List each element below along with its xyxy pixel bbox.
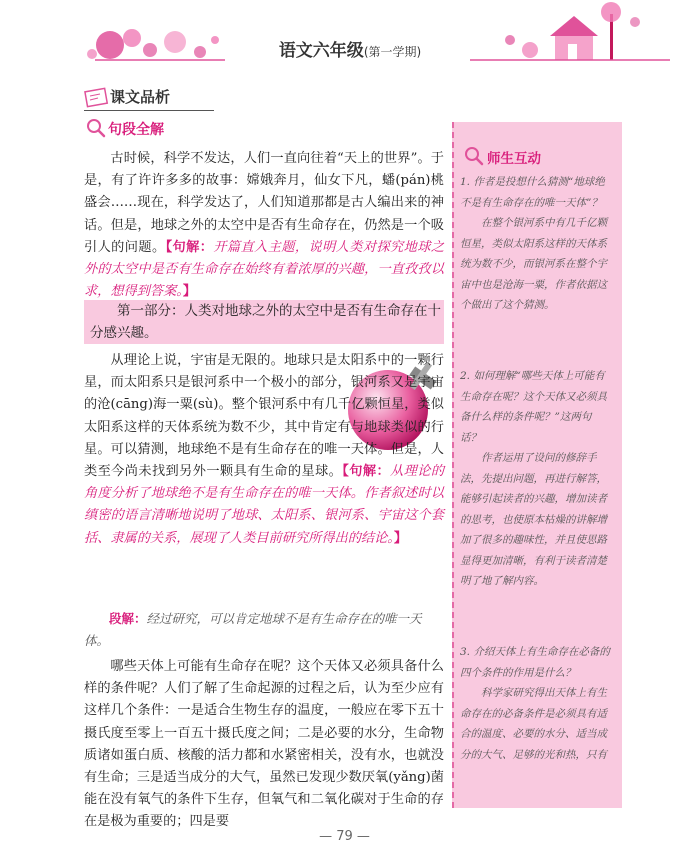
magnifier-icon: [86, 118, 106, 138]
paragraph-2-text: 从理论上说，宇宙是无限的。地球只是太阳系中的一颗行星，而太阳系只是银河系中一个极小的部分，银河系又是宇宙的沧(cāng)海一粟(sù)。整个银河系中有几千亿颗恒星，类似太阳系这样的天体系统为数不少，其中肯定有与地球类似的行星。可以猜测，地球绝不是有生命存在的唯一天体。但是，人类至今尚未找到另外一颗具有生命的星球。: [84, 353, 444, 480]
decorative-flowers-left-icon: [0, 0, 230, 75]
note-card-icon: [84, 86, 110, 108]
page-number: — 79 —: [319, 829, 370, 844]
main-heading: 句段全解: [108, 122, 164, 138]
page-header: [0, 0, 689, 78]
section-label: 课文品析: [110, 88, 171, 106]
paragraph-analysis: 段解：经过研究，可以肯定地球不是有生命存在的唯一天体。: [84, 611, 422, 648]
magnifier-icon: [464, 146, 484, 166]
paragraph-1-text: 古时候，科学不发达，人们一直向往着“天上的世界”。于是，有了许许多多的故事：嫦娥奔月，仙女下凡，蟠(pán)桃盛会……现在，科学发达了，人们知道那都是古人编出来的神话。但是，地球之外的太空中是否有生命存在，仍然是一个吸引人的问题。: [84, 151, 444, 255]
sidebar-question-3: 3. 介绍天体上有生命存在必备的四个条件的作用是什么？ 科学家研究得出天体上有生命存在的必备条件是必须具有适合的温度、必要的水分、适当成分的大气、足够的光和热，只有: [460, 646, 610, 761]
paragraph-3-text: 哪些天体上可能有生命存在呢？这个天体又必须具备什么样的条件呢？人们了解了生命起源的过程之后，认为至少应有这样几个条件：一是适合生物生存的温度，一般应在零下五十摄氏度至零上一百五十摄氏度之间；二是必要的水分，生命物质诸如蛋白质、核酸的活力都和水紧密相关，没有水，也就没有生命；三是适当成分的大气，虽然已发现少数厌氧(yǎng)菌能在没有氧气的条件下生存，但氧气和二氧化碳对于生命的存在是极为重要的；四是要: [84, 659, 444, 830]
sidebar-question-1: 1. 作者是投想什么猜测“地球绝不是有生命存在的唯一天体”？ 在整个银河系中有几千亿颗恒星，类似太阳系这样的天体系统为数不少，而银河系在整个宇宙中也是沧海一粟，作者依据这个做出了这个猜测。: [460, 176, 607, 311]
part-summary-text: 第一部分：人类对地球之外的太空中是否有生命存在十分感兴趣。: [90, 303, 441, 341]
sidebar-title: 师生互动: [487, 151, 541, 167]
book-title: 语文六年级(第一学期): [278, 41, 422, 61]
section-divider: [84, 110, 214, 111]
paragraph-1: 古时候，科学不发达，人们一直向往着“天上的世界”。于是，有了许许多多的故事：嫦娥奔月，仙女下凡，蟠(pán)桃盛会……现在，科学发达了，人们知道那都是古人编出来的神话。但是，地球之外的太空中是否有生命存在，仍然是一个吸引人的问题。【句解：开篇直入主题，说明人类对探究地球之外的太空中是否有生命存在始终有着浓厚的兴趣，一直孜孜以求，想得到答案。】: [84, 151, 445, 300]
sidebar-question-2: 2. 如何理解“哪些天体上可能有生命存在呢？这个天体又必须具备什么样的条件呢？”这两句话？ 作者运用了设问的修辞手法，先提出问题，再进行解答，能够引起读者的兴趣，增加读者的思考，也使原本枯燥的讲解增加了很多的趣味性，并且使思路显得更加清晰，有利于读者清楚明了地了解内容。: [460, 370, 607, 587]
paragraph-1-note: 开篇直入主题，说明人类对探究地球之外的太空中是否有生命存在始终有着浓厚的兴趣，一直孜孜以求，想得到答案。: [84, 239, 445, 300]
paragraph-3: [84, 656, 444, 834]
part-summary-box: [84, 300, 444, 344]
paragraph-2-note: 从理论的角度分析了地球绝不是有生命存在的唯一天体。作者叙述时以缜密的语言清晰地说明了地球、太阳系、银河系、宇宙这个套括、隶属的关系，展现了人类目前研究所得出的结论。: [84, 464, 445, 546]
paragraph-2: 从理论上说，宇宙是无限的。地球只是太阳系中的一颗行星，而太阳系只是银河系中一个极小的部分，银河系又是宇宙的沧(cāng)海一粟(sù)。整个银河系中有几千亿颗恒星，类似太阳系这样的天体系统为数不少，其中肯定有与地球类似的行星。可以猜测，地球绝不是有生命存在的唯一天体。但是，人类至今尚未找到另外一颗具有生命的星球。【句解：从理论的角度分析了地球绝不是有生命存在的唯一天体。作者叙述时以缜密的语言清晰地说明了地球、太阳系、银河系、宇宙这个套括、隶属的关系，展现了人类目前研究所得出的结论。】: [84, 353, 445, 546]
decorative-house-right-icon: [470, 0, 670, 75]
